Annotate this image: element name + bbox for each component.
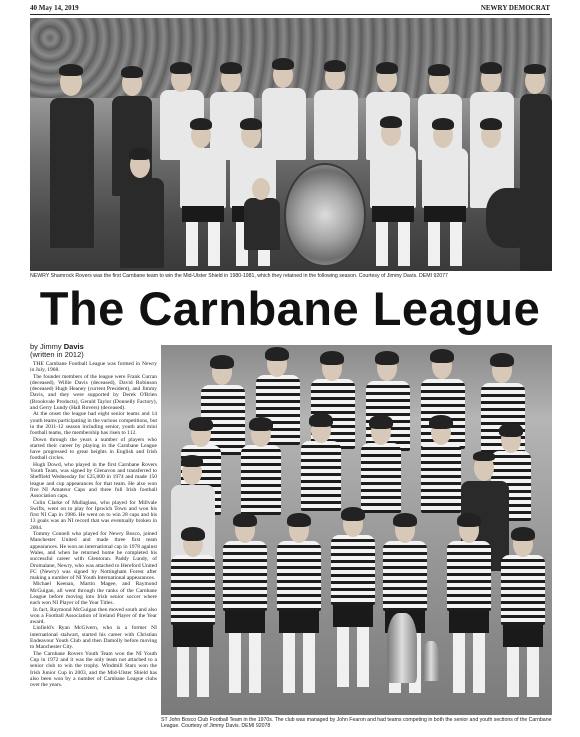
publication-name: NEWRY DEMOCRAT — [480, 4, 550, 12]
article-paragraph: Michael Keenan, Martin Magee, and Raymond McGuigan, all went through the ranks of the Carnbane League before moving into Irish senior soccer where each won NI Player of the Year Titles. — [30, 581, 157, 607]
header-rule — [30, 14, 550, 15]
article-paragraph: Hugh Dowd, who played in the first Carnbane Rovers Youth Team, was signed by Glenavon and transferred to Sheffield Wednesday for £25,000 in 1974 and made 150 league and cup appearances for that team. He also won five NI Amateur Caps and three full Irish football Association caps. — [30, 461, 157, 500]
article-paragraph: In fact, Raymond McGuigan then moved south and also won a Football Association of Ireland Player of the Year award. — [30, 606, 157, 626]
article-paragraph: Colin Clarke of Mullaglass, who played for Millvale Swifts, went on to play for Ipswich Town and won his first NI Cap in 1986. He went on to win 28 caps and his 13 goals was an NI record that was eventually broken in 2004. — [30, 499, 157, 531]
article-paragraph: Linfield's Ryan McGivern, who is a former NI international stalwart, started his career with Christian Endeavour Youth Club and then Damolly before moving to Manchester City. — [30, 625, 157, 651]
byline-written: (written in 2012) — [30, 350, 84, 359]
photo2-caption: ST John Bosco Club Football Team in the 1970s. The club was managed by John Fearon and had teams competing in both the senior and youth sections of the Carnbane League. Courtesy of Jimmy Davis. DEMI 92078 — [161, 717, 552, 729]
byline — [30, 343, 158, 359]
article-paragraph: THE Carnbane Football League was formed in Newry in July, 1968. — [30, 361, 157, 374]
hedge-background — [30, 18, 552, 98]
cup-trophy — [387, 613, 417, 683]
page-number-date: 40 May 14, 2019 — [30, 4, 79, 12]
article-paragraph: Tommy Connell who played for Newry Bosco, joined Manchester United and made three first team appearances. He won an international cap in 1978 against Wales, and when he returned home he completed his successful career with Glentoran. Paddy Lundy, of Dromalane, Newry, who was attached to Hereford United FC (Newry) was signed by Nottingham Forest after making a number of NI Youth International appearances. — [30, 531, 157, 582]
article-paragraph: At the onset the league had eight senior teams and 14 youth teams participating in the various competitions, but in the 2011-12 season including senior, youth and mini football teams, the membership has risen to 112. — [30, 411, 157, 437]
article-paragraph: Down through the years a number of players who started their career by playing in the Carnbane League have progressed to great heights in English and Irish football circles. — [30, 436, 157, 462]
article-headline: The Carnbane League — [39, 282, 541, 335]
st-john-bosco-photo — [161, 345, 552, 715]
small-trophy — [423, 641, 439, 681]
mid-ulster-shield — [284, 163, 366, 267]
article-paragraph: The founder members of the league were Frank Curran (deceased), Willie Davis (deceased), David Robinson (deceased) Hugh Heaney (current President), and Jimmy Davis, and they were supported by Derek O'Brien (Brookvale Products), Gerald Taylor (Donnelly Factory), and Gerry Lundy (Hall Rovers) (deceased). — [30, 373, 157, 412]
byline-prefix: by Jimmy — [30, 342, 64, 351]
photo1-caption: NEWRY Shamrock Rovers was the first Carnbane team to win the Mid-Ulster Shield in 1980-1981, which they retained in the following season. Courtesy of Jimmy Davis. DEMI 92077 — [30, 273, 448, 279]
mascot-boy — [244, 198, 280, 250]
byline-author: Davis — [63, 342, 84, 351]
shamrock-rovers-photo — [30, 18, 552, 271]
article-body — [30, 361, 157, 733]
article-paragraph: The Carnbane Rovers Youth Team won the NI Youth Cup in 1972 and it was the only team not attached to a senior club to win the trophy. Windmill Stars won the Irish Junior Cup in 2003, and the Mid-Ulster Shield has also been won by a number of Carnbane League clubs over the years. — [30, 650, 157, 689]
